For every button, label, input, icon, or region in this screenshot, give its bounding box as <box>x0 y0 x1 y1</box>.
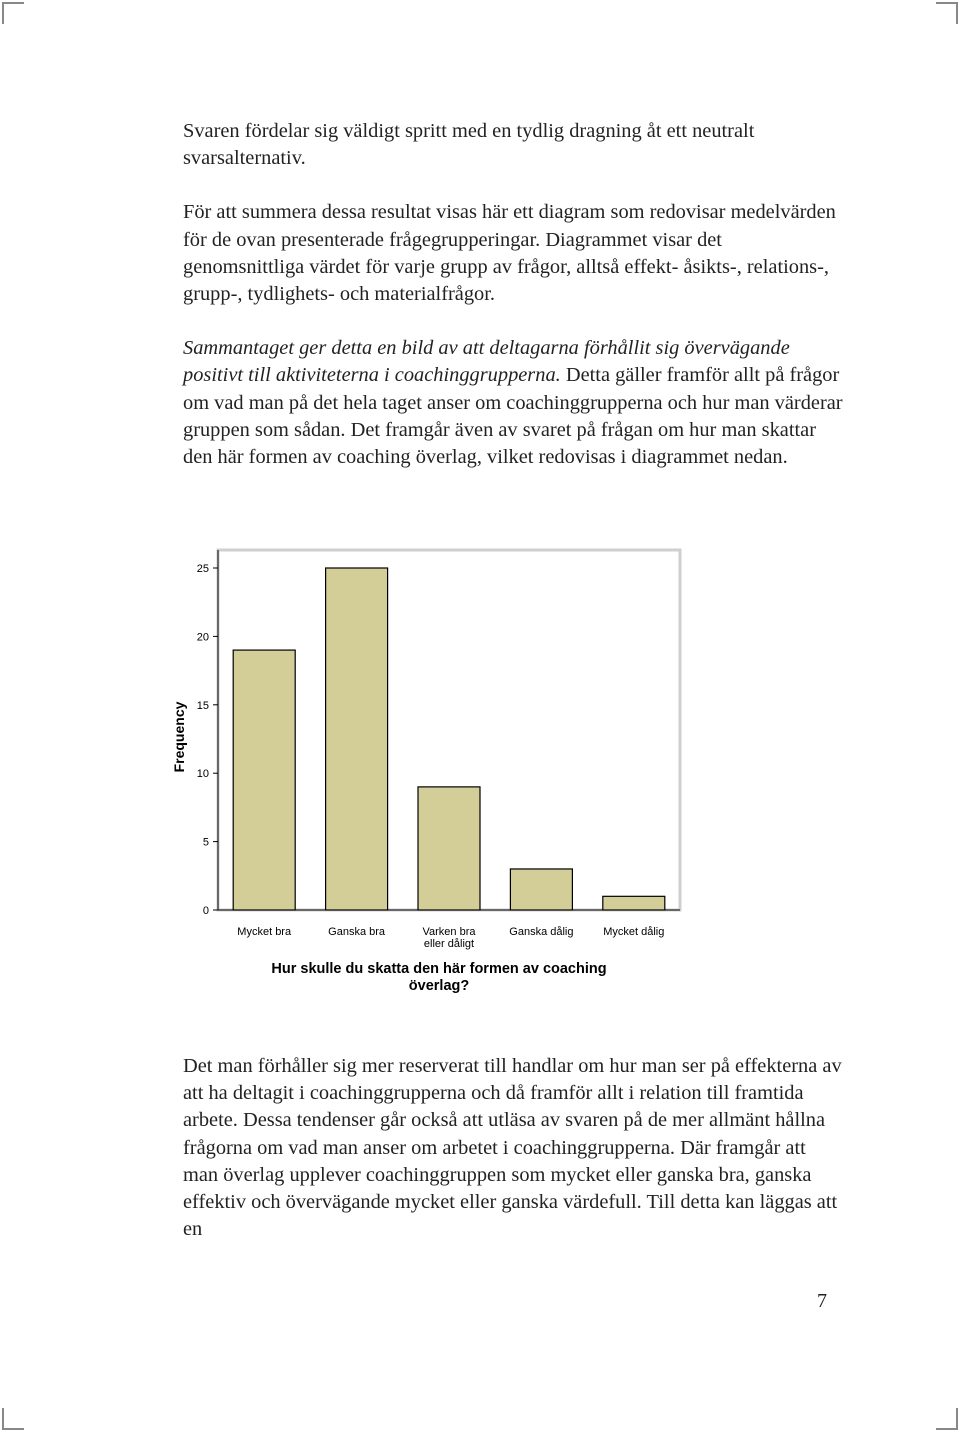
paragraph-emphasis: Sammantaget ger detta en bild av att deltagarna förhållit sig övervägande positivt till aktiviteterna i coachinggrupperna. <box>183 337 790 387</box>
frequency-bar-chart <box>155 540 695 1010</box>
x-axis-title: Hur skulle du skatta den här formen av coaching <box>271 961 607 977</box>
crop-mark-top-right <box>936 2 958 24</box>
y-axis-title: Frequency <box>171 701 187 773</box>
bar <box>510 869 572 910</box>
x-tick-label: Varken bra <box>422 926 476 938</box>
paragraph: Det man förhåller sig mer reserverat till handlar om hur man ser på effekterna av att ha deltagit i coachinggrupperna och då framför allt i relation till framtida arbete. Dessa tendenser går också att utläsa av svaren på de mer allmänt hållna frågorna om vad man anser om arbetet i coachinggrupperna. Där framgår att man överlag upplever coachinggruppen som mycket eller ganska bra, ganska effektiv och övervägande mycket eller ganska värdefull. Till detta kan läggas att en <box>183 1055 842 1241</box>
paragraph: För att summera dessa resultat visas här ett diagram som redovisar medelvärden för de ovan presenterade frågegrupperingar. Diagrammet visar det genomsnittliga värdet för varje grupp av frågor, alltså effekt- åsikts-, relations-, grupp-, tydlighets- och materialfrågor. <box>183 201 836 306</box>
bar <box>418 787 480 910</box>
body-text-upper <box>183 118 843 498</box>
body-text-lower <box>183 1053 843 1270</box>
crop-mark-top-left <box>2 2 24 24</box>
bar <box>233 650 295 910</box>
y-tick-label: 15 <box>196 699 209 712</box>
paragraph <box>183 335 843 471</box>
x-tick-label: Ganska bra <box>328 926 386 938</box>
x-tick-label: Ganska dålig <box>509 926 574 938</box>
paragraph-rest: Detta gäller framför allt på frågor om vad man på det hela taget anser om coachinggrupperna och hur man värderar gruppen som sådan. Det framgår även av svaret på frågan om hur man skattar den här formen av coaching överlag, vilket redovisas i diagrammet nedan. <box>183 364 843 469</box>
crop-mark-bottom-left <box>2 1408 24 1430</box>
y-tick-label: 0 <box>202 905 209 917</box>
page-number: 7 <box>817 1290 827 1312</box>
y-tick-label: 25 <box>196 563 209 575</box>
bar <box>326 568 388 910</box>
y-tick-label: 5 <box>202 836 209 849</box>
x-tick-label: Mycket bra <box>237 926 292 938</box>
y-tick-label: 20 <box>196 631 209 644</box>
x-tick-label: eller dåligt <box>423 938 475 950</box>
crop-mark-bottom-right <box>936 1408 958 1430</box>
x-axis-title: överlag? <box>408 978 470 994</box>
paragraph: Svaren fördelar sig väldigt spritt med en tydlig dragning åt ett neutralt svarsalternativ. <box>183 120 755 170</box>
x-tick-label: Mycket dålig <box>603 926 665 938</box>
y-tick-label: 10 <box>196 768 209 781</box>
bar <box>603 896 665 910</box>
